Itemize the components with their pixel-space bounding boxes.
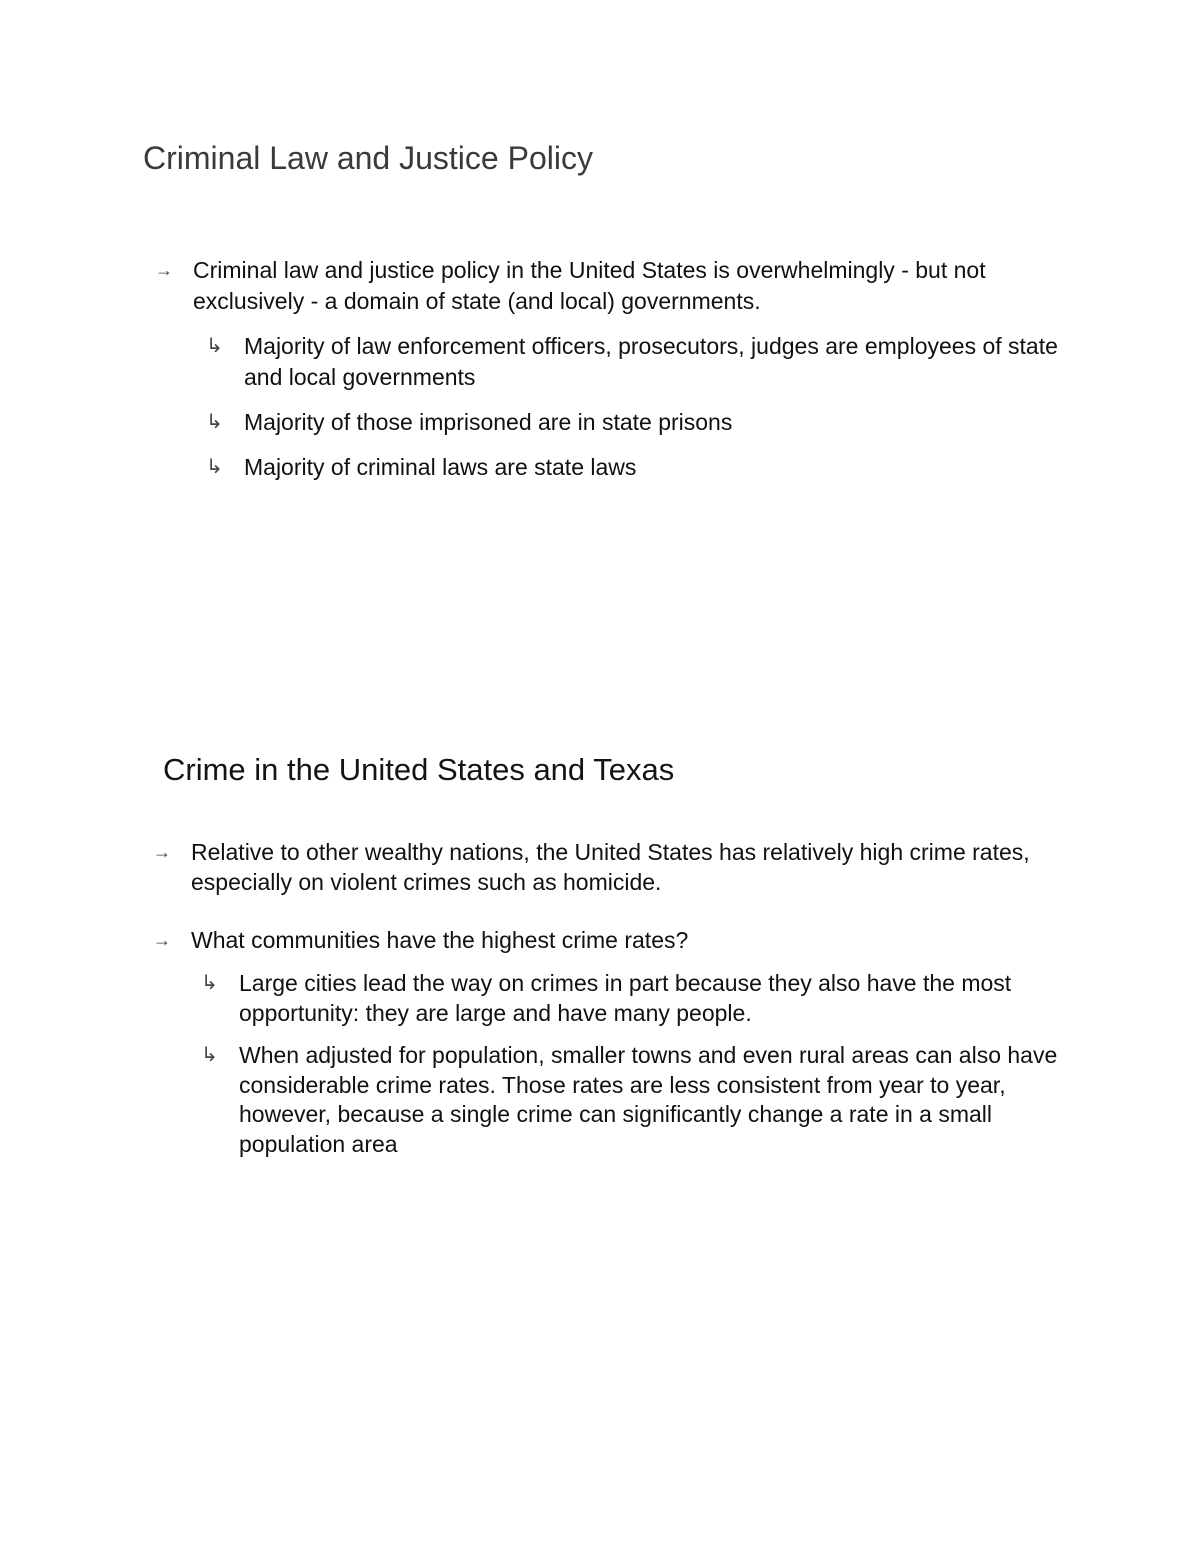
- bullet-item: [153, 926, 1031, 956]
- return-arrow-icon: ↳: [206, 456, 223, 478]
- arrow-right-icon: →: [153, 930, 171, 950]
- sub-bullet-text: Large cities lead the way on crimes in part because they also have the most opportunity: they are large and have many people.: [239, 970, 1012, 1026]
- sub-bullet-item: [206, 331, 1074, 393]
- return-arrow-icon: ↳: [201, 1044, 218, 1066]
- return-arrow-icon: ↳: [206, 411, 223, 433]
- sub-bullet-item: [201, 969, 1069, 1028]
- bullet-text: Relative to other wealthy nations, the United States has relatively high crime rates, especially on violent crimes such as homicide.: [191, 839, 1030, 895]
- sub-bullet-text: When adjusted for population, smaller towns and even rural areas can also have considerable crime rates. Those rates are less consistent from year to year, however, because a single crime can significantly change a rate in a small population area: [239, 1042, 1058, 1157]
- bullet-item: [153, 838, 1031, 897]
- arrow-right-icon: →: [153, 842, 171, 862]
- sub-bullet-text: Majority of criminal laws are state laws: [244, 454, 637, 480]
- arrow-right-icon: →: [155, 260, 173, 280]
- sub-bullet-text: Majority of law enforcement officers, prosecutors, judges are employees of state and local governments: [244, 333, 1058, 390]
- sub-bullet-item: [206, 407, 1074, 438]
- bullet-text: What communities have the highest crime rates?: [191, 927, 689, 953]
- bullet-text: Criminal law and justice policy in the United States is overwhelmingly - but not exclusively - a domain of state (and local) governments.: [193, 257, 986, 314]
- sub-bullet-item: [201, 1041, 1069, 1159]
- return-arrow-icon: ↳: [206, 335, 223, 357]
- section-heading: Criminal Law and Justice Policy: [143, 140, 593, 176]
- section-heading: Crime in the United States and Texas: [163, 752, 675, 787]
- bullet-item: [155, 255, 1053, 317]
- sub-bullet-text: Majority of those imprisoned are in state prisons: [244, 409, 733, 435]
- return-arrow-icon: ↳: [201, 972, 218, 994]
- sub-bullet-item: [206, 452, 1074, 483]
